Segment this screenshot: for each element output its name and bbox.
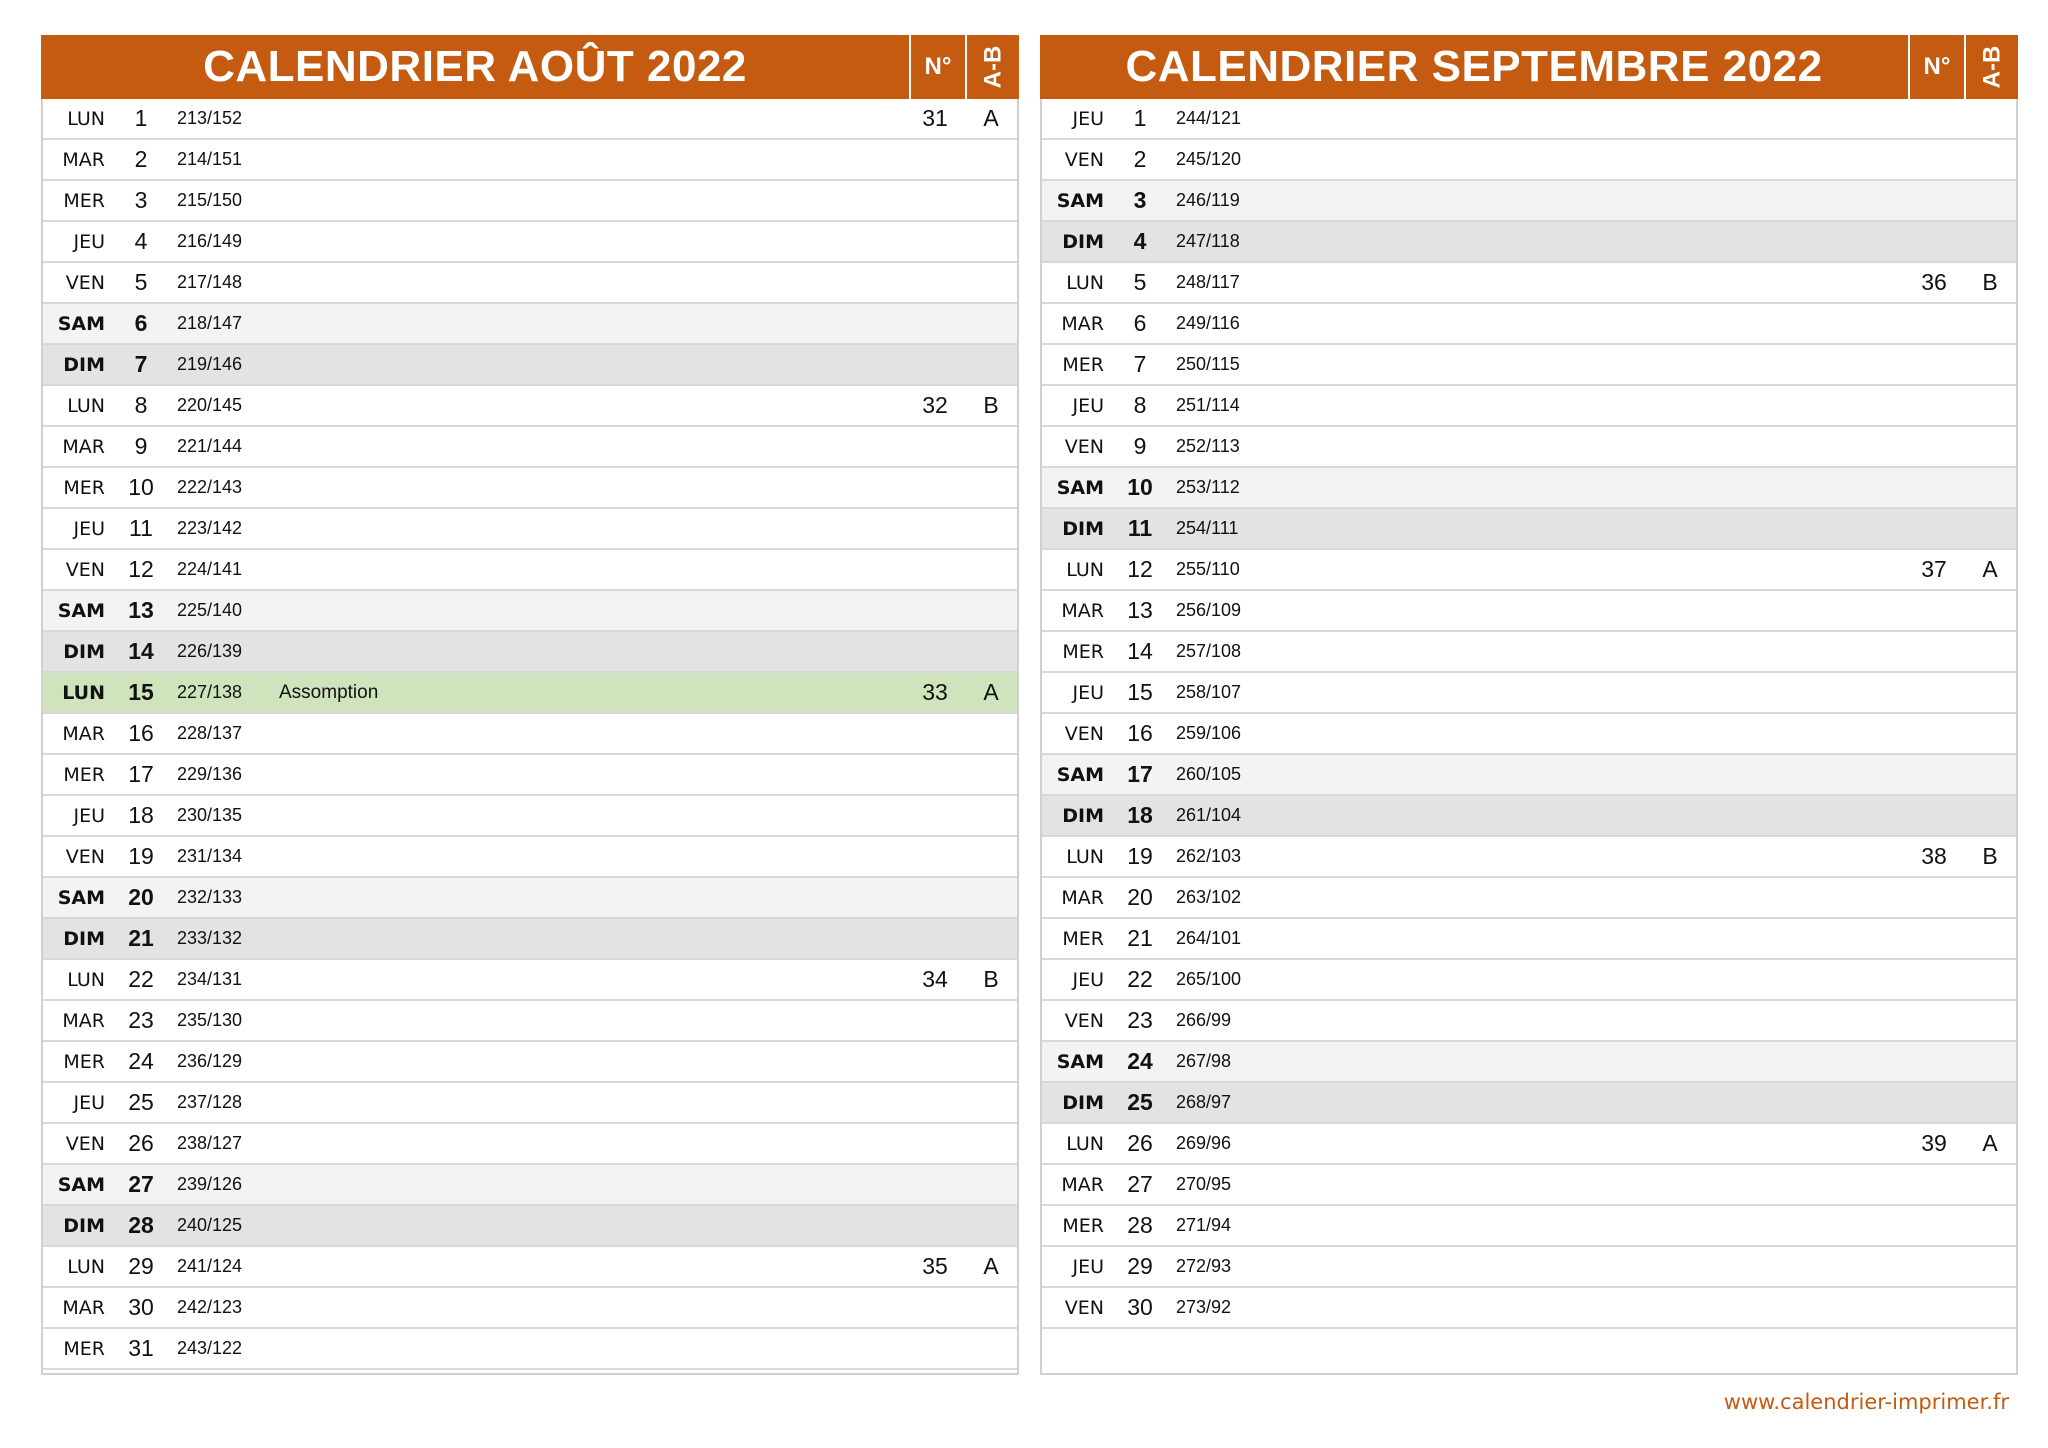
day-of-week: DIM (1062, 517, 1104, 540)
day-of-week: VEN (65, 271, 105, 294)
day-row (43, 1001, 1017, 1042)
day-of-week: JEU (1072, 394, 1104, 417)
day-number: 20 (128, 884, 154, 910)
day-row (43, 755, 1017, 796)
calendar-title: CALENDRIER AOÛT 2022 (203, 42, 747, 91)
ab-week: A (983, 105, 999, 131)
ab-week: B (1982, 843, 1998, 869)
day-row (1042, 509, 2016, 550)
day-of-week: JEU (73, 804, 105, 827)
day-number: 25 (128, 1089, 154, 1115)
day-of-year: 270/95 (1176, 1174, 1232, 1194)
day-row (43, 99, 1017, 140)
day-row (43, 591, 1017, 632)
day-row (43, 386, 1017, 427)
day-of-year: 228/137 (177, 723, 243, 743)
day-row (43, 1124, 1017, 1165)
day-of-year: 226/139 (177, 641, 243, 661)
week-number: 39 (1921, 1130, 1947, 1156)
day-number: 17 (128, 761, 154, 787)
day-of-week: MAR (62, 148, 105, 171)
day-row (43, 632, 1017, 673)
day-of-week: JEU (1072, 107, 1104, 130)
day-number: 3 (1133, 187, 1147, 213)
day-number: 4 (134, 228, 148, 254)
day-of-year: 253/112 (1176, 477, 1240, 497)
day-number: 21 (1127, 925, 1153, 951)
day-row (1042, 1288, 2016, 1329)
day-of-week: DIM (63, 927, 105, 950)
day-of-week: MAR (62, 1009, 105, 1032)
day-note: Assomption (279, 681, 379, 703)
day-row (43, 304, 1017, 345)
day-number: 22 (1127, 966, 1153, 992)
day-of-year: 260/105 (1176, 764, 1242, 784)
day-of-week: VEN (65, 1132, 105, 1155)
day-of-week: MER (1062, 1214, 1104, 1237)
ab-week-header (1964, 35, 2018, 99)
day-of-year: 247/118 (1176, 231, 1240, 251)
day-row (1042, 468, 2016, 509)
calendar-body (41, 99, 1019, 1375)
day-of-year: 224/141 (177, 559, 243, 579)
day-number: 28 (1127, 1212, 1153, 1238)
day-number: 19 (1127, 843, 1153, 869)
day-of-year: 239/126 (177, 1174, 243, 1194)
day-of-year: 213/152 (177, 108, 243, 128)
calendar-header (41, 35, 1019, 99)
day-number: 30 (1127, 1294, 1153, 1320)
day-of-year: 238/127 (177, 1133, 243, 1153)
day-of-week: LUN (1066, 558, 1104, 581)
day-of-year: 243/122 (177, 1338, 243, 1358)
day-of-week: JEU (73, 1091, 105, 1114)
day-of-year: 221/144 (177, 436, 243, 456)
day-of-year: 266/99 (1176, 1010, 1232, 1030)
day-of-week: VEN (65, 558, 105, 581)
day-number: 19 (128, 843, 154, 869)
week-number-header: N° (909, 35, 965, 99)
day-of-week: VEN (65, 845, 105, 868)
day-of-year: 231/134 (177, 846, 243, 866)
day-of-week: VEN (1064, 722, 1104, 745)
day-row (43, 714, 1017, 755)
day-number: 22 (128, 966, 154, 992)
day-number: 15 (128, 679, 154, 705)
day-number: 2 (1133, 146, 1147, 172)
day-number: 16 (128, 720, 154, 746)
day-of-year: 217/148 (177, 272, 243, 292)
day-of-year: 249/116 (1176, 313, 1240, 333)
day-of-year: 261/104 (1176, 805, 1242, 825)
week-number: 36 (1921, 269, 1947, 295)
day-number: 24 (128, 1048, 154, 1074)
day-of-year: 223/142 (177, 518, 243, 538)
day-of-year: 222/143 (177, 477, 243, 497)
day-number: 21 (128, 925, 154, 951)
day-of-week: DIM (1062, 1091, 1104, 1114)
day-number: 23 (1127, 1007, 1153, 1033)
day-of-week: LUN (67, 968, 105, 991)
day-row (43, 1288, 1017, 1329)
day-number: 10 (128, 474, 154, 500)
day-number: 8 (1133, 392, 1147, 418)
day-of-week: DIM (1062, 804, 1104, 827)
day-of-year: 235/130 (177, 1010, 243, 1030)
day-number: 25 (1127, 1089, 1153, 1115)
day-number: 20 (1127, 884, 1153, 910)
day-row (43, 1206, 1017, 1247)
day-of-week: JEU (1072, 681, 1104, 704)
day-of-year: 273/92 (1176, 1297, 1232, 1317)
ab-week: B (1982, 269, 1998, 295)
day-of-year: 254/111 (1176, 518, 1239, 538)
day-of-week: MER (63, 476, 105, 499)
day-of-year: 257/108 (1176, 641, 1242, 661)
day-of-week: MER (63, 1050, 105, 1073)
day-of-year: 225/140 (177, 600, 243, 620)
day-row (1042, 960, 2016, 1001)
day-of-year: 233/132 (177, 928, 243, 948)
day-of-week: MAR (1061, 1173, 1104, 1196)
day-number: 6 (1133, 310, 1147, 336)
day-number: 8 (134, 392, 148, 418)
day-of-year: 219/146 (177, 354, 243, 374)
week-number: 37 (1921, 556, 1947, 582)
day-number: 13 (128, 597, 154, 623)
day-of-week: MAR (1061, 886, 1104, 909)
day-row (1042, 919, 2016, 960)
day-of-year: 267/98 (1176, 1051, 1232, 1071)
day-row (1042, 796, 2016, 837)
week-number: 33 (922, 679, 948, 705)
day-row (1042, 140, 2016, 181)
calendar-september (1040, 35, 2018, 1375)
day-of-week: MAR (1061, 599, 1104, 622)
day-row (43, 837, 1017, 878)
day-row (1042, 673, 2016, 714)
day-row (43, 181, 1017, 222)
day-of-week: SAM (1056, 189, 1104, 212)
day-of-week: MAR (1061, 312, 1104, 335)
day-number: 5 (1133, 269, 1147, 295)
day-of-week: LUN (1066, 1132, 1104, 1155)
day-row (43, 1329, 1017, 1370)
day-row (1042, 386, 2016, 427)
day-of-year: 229/136 (177, 764, 243, 784)
day-of-year: 252/113 (1176, 436, 1240, 456)
day-row (43, 468, 1017, 509)
day-row (43, 509, 1017, 550)
day-of-year: 232/133 (177, 887, 243, 907)
day-of-year: 245/120 (1176, 149, 1242, 169)
day-row (1042, 345, 2016, 386)
day-of-year: 214/151 (177, 149, 243, 169)
calendar-header (1040, 35, 2018, 99)
day-of-week: LUN (1066, 271, 1104, 294)
day-row (1042, 878, 2016, 919)
day-of-year: 250/115 (1176, 354, 1240, 374)
day-of-year: 220/145 (177, 395, 243, 415)
day-of-week: VEN (1064, 1296, 1104, 1319)
day-of-year: 259/106 (1176, 723, 1242, 743)
day-row (43, 1165, 1017, 1206)
ab-week-header-label: A-B (979, 45, 1006, 89)
day-of-week: LUN (67, 1255, 105, 1278)
day-row (43, 878, 1017, 919)
ab-week-header-label: A-B (1978, 45, 2005, 89)
day-row (1042, 1001, 2016, 1042)
day-of-week: SAM (57, 886, 105, 909)
day-of-week: MER (63, 763, 105, 786)
day-of-year: 236/129 (177, 1051, 243, 1071)
day-number: 12 (128, 556, 154, 582)
day-of-year: 262/103 (1176, 846, 1242, 866)
day-number: 10 (1127, 474, 1153, 500)
day-number: 28 (128, 1212, 154, 1238)
day-row (1042, 222, 2016, 263)
day-row (1042, 1206, 2016, 1247)
day-of-week: JEU (1072, 968, 1104, 991)
week-number-header: N° (1908, 35, 1964, 99)
day-of-year: 242/123 (177, 1297, 243, 1317)
week-number: 32 (922, 392, 948, 418)
day-number: 31 (128, 1335, 154, 1361)
day-of-year: 251/114 (1176, 395, 1240, 415)
day-row (43, 263, 1017, 304)
ab-week: B (983, 966, 999, 992)
day-number: 12 (1127, 556, 1153, 582)
day-row (43, 550, 1017, 591)
day-number: 14 (128, 638, 154, 664)
day-row (43, 345, 1017, 386)
day-of-week: VEN (1064, 148, 1104, 171)
day-row (43, 427, 1017, 468)
day-of-week: MER (1062, 640, 1104, 663)
calendar-title: CALENDRIER SEPTEMBRE 2022 (1125, 42, 1823, 91)
day-of-year: 218/147 (177, 313, 243, 333)
day-row (43, 919, 1017, 960)
day-of-year: 271/94 (1176, 1215, 1232, 1235)
ab-week: A (1982, 1130, 1998, 1156)
day-of-year: 255/110 (1176, 559, 1240, 579)
day-of-week: MAR (62, 1296, 105, 1319)
day-of-week: LUN (67, 394, 105, 417)
day-of-week: MAR (62, 435, 105, 458)
day-row (1042, 1083, 2016, 1124)
day-number: 30 (128, 1294, 154, 1320)
day-of-week: DIM (63, 640, 105, 663)
day-row (1042, 427, 2016, 468)
day-number: 14 (1127, 638, 1153, 664)
day-of-year: 258/107 (1176, 682, 1242, 702)
day-number: 5 (134, 269, 148, 295)
day-row (43, 222, 1017, 263)
day-of-week: SAM (57, 1173, 105, 1196)
day-of-week: MER (1062, 927, 1104, 950)
day-row (43, 1247, 1017, 1288)
day-number: 24 (1127, 1048, 1153, 1074)
day-of-year: 240/125 (177, 1215, 243, 1235)
day-of-week: LUN (62, 681, 105, 704)
day-of-year: 230/135 (177, 805, 243, 825)
day-row (43, 960, 1017, 1001)
day-of-year: 237/128 (177, 1092, 243, 1112)
day-of-week: SAM (57, 312, 105, 335)
day-row (43, 1042, 1017, 1083)
day-of-year: 263/102 (1176, 887, 1242, 907)
week-number: 34 (922, 966, 948, 992)
day-of-week: VEN (1064, 435, 1104, 458)
day-of-year: 265/100 (1176, 969, 1242, 989)
day-of-year: 268/97 (1176, 1092, 1232, 1112)
day-of-year: 269/96 (1176, 1133, 1232, 1153)
day-of-year: 272/93 (1176, 1256, 1232, 1276)
day-number: 18 (1127, 802, 1153, 828)
day-number: 4 (1133, 228, 1147, 254)
day-number: 2 (134, 146, 148, 172)
website-link[interactable]: www.calendrier-imprimer.fr (1723, 1390, 2009, 1414)
day-of-year: 216/149 (177, 231, 243, 251)
day-number: 1 (134, 105, 148, 131)
ab-week: A (983, 679, 999, 705)
day-number: 29 (1127, 1253, 1153, 1279)
day-of-year: 264/101 (1176, 928, 1242, 948)
day-row (1042, 755, 2016, 796)
day-of-week: SAM (57, 599, 105, 622)
day-number: 26 (1127, 1130, 1153, 1156)
day-number: 27 (128, 1171, 154, 1197)
day-number: 15 (1127, 679, 1153, 705)
ab-week: A (983, 1253, 999, 1279)
day-row (1042, 1042, 2016, 1083)
day-row (1042, 837, 2016, 878)
ab-week: A (1982, 556, 1998, 582)
week-number: 35 (922, 1253, 948, 1279)
day-number: 13 (1127, 597, 1153, 623)
day-of-week: JEU (73, 517, 105, 540)
calendar-body (1040, 99, 2018, 1375)
day-number: 18 (128, 802, 154, 828)
week-number: 31 (922, 105, 948, 131)
day-row (43, 1083, 1017, 1124)
day-number: 23 (128, 1007, 154, 1033)
day-number: 9 (134, 433, 148, 459)
day-of-year: 244/121 (1176, 108, 1242, 128)
day-row (1042, 714, 2016, 755)
day-row (1042, 181, 2016, 222)
day-number: 1 (1133, 105, 1147, 131)
day-of-week: LUN (1066, 845, 1104, 868)
day-of-week: SAM (1056, 476, 1104, 499)
day-row (1042, 1124, 2016, 1165)
day-of-week: MER (63, 189, 105, 212)
day-number: 29 (128, 1253, 154, 1279)
day-of-week: LUN (67, 107, 105, 130)
day-row (1042, 304, 2016, 345)
day-number: 27 (1127, 1171, 1153, 1197)
day-number: 17 (1127, 761, 1153, 787)
day-of-year: 227/138 (177, 682, 243, 702)
day-of-week: SAM (1056, 763, 1104, 786)
day-of-week: DIM (63, 353, 105, 376)
day-number: 11 (1127, 515, 1153, 541)
day-row (43, 796, 1017, 837)
ab-week: B (983, 392, 999, 418)
day-of-week: DIM (63, 1214, 105, 1237)
day-row (1042, 1247, 2016, 1288)
day-row (1042, 632, 2016, 673)
day-of-week: VEN (1064, 1009, 1104, 1032)
calendar-august (41, 35, 1019, 1375)
day-number: 6 (134, 310, 148, 336)
day-of-week: MAR (62, 722, 105, 745)
day-of-week: SAM (1056, 1050, 1104, 1073)
day-row (1042, 591, 2016, 632)
day-of-year: 215/150 (177, 190, 243, 210)
ab-week-header (965, 35, 1019, 99)
day-of-week: DIM (1062, 230, 1104, 253)
day-of-year: 241/124 (177, 1256, 243, 1276)
day-number: 7 (1133, 351, 1147, 377)
day-of-week: MER (1062, 353, 1104, 376)
day-number: 9 (1133, 433, 1147, 459)
day-row (1042, 550, 2016, 591)
day-row (1042, 263, 2016, 304)
day-number: 11 (129, 515, 153, 541)
day-of-week: JEU (73, 230, 105, 253)
day-number: 7 (134, 351, 148, 377)
day-row (43, 140, 1017, 181)
day-of-year: 234/131 (177, 969, 243, 989)
day-row (43, 673, 1017, 714)
day-number: 26 (128, 1130, 154, 1156)
day-number: 3 (134, 187, 148, 213)
day-of-week: MER (63, 1337, 105, 1360)
day-of-year: 256/109 (1176, 600, 1242, 620)
day-row (1042, 1165, 2016, 1206)
day-of-year: 248/117 (1176, 272, 1240, 292)
week-number: 38 (1921, 843, 1947, 869)
day-row (1042, 99, 2016, 140)
day-number: 16 (1127, 720, 1153, 746)
day-of-year: 246/119 (1176, 190, 1240, 210)
day-of-week: JEU (1072, 1255, 1104, 1278)
